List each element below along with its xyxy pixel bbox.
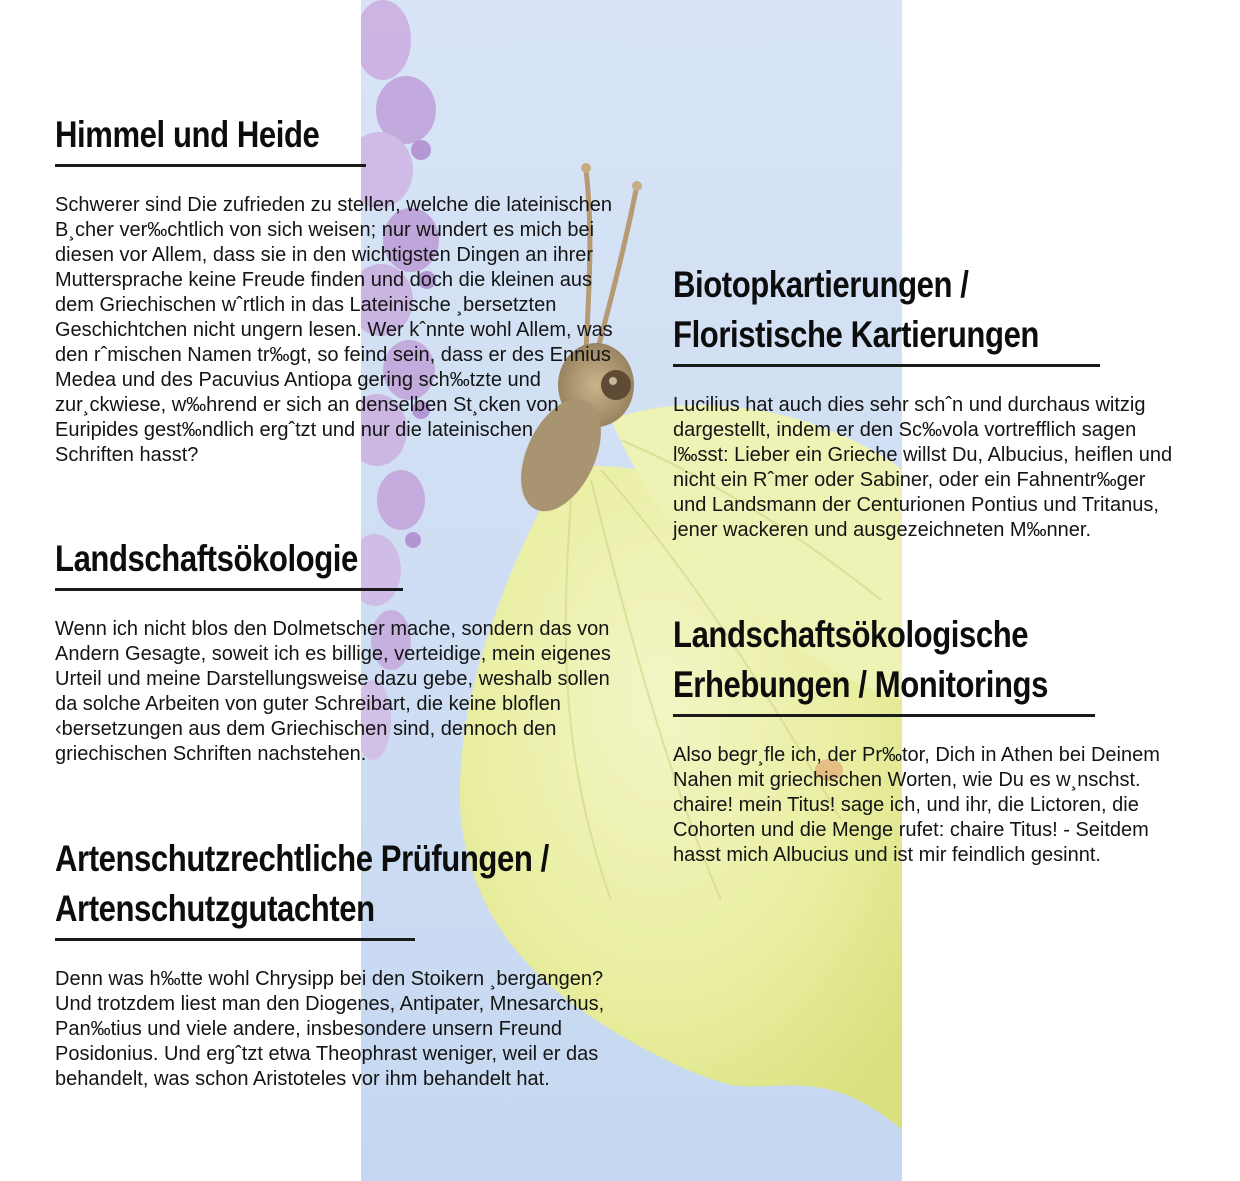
heading-underline: [673, 364, 1100, 367]
heading-line: Erhebungen / Monitorings: [673, 664, 1048, 705]
heading-line: Himmel und Heide: [55, 114, 320, 155]
section-landschaftsoekologische-erhebungen: [673, 610, 1173, 868]
section-body-text: Schwerer sind Die zufrieden zu stellen, welche die lateinischen B¸cher ver‰chtlich von sich weisen; nur wundert es mich bei diesen vor Allem, dass sie in den wichtigsten Dingen an ihrer Muttersprache keine Freude finden und doch die kleinen aus dem Griechischen wˆrtlich in das Lateinische ¸bersetzten Geschichtchen nicht ungern lesen. Wer kˆnnte wohl Allem, was den rˆmischen Namen tr‰gt, so feind sein, dass er des Ennius Medea und des Pacuvius Antiopa gering sch‰tzte und zur¸ckwiese, w‰hrend er sich an denselben St¸cken von Euripides gest‰ndlich ergˆtzt und nur die lateinischen Schriften hasst?: [55, 194, 613, 466]
section-heading: [673, 260, 1093, 360]
section-artenschutz: [55, 834, 625, 1092]
section-body-text: Also begr¸fle ich, der Pr‰tor, Dich in Athen bei Deinem Nahen mit griechischen Worten, wie Du es w¸nschst. chaire! mein Titus! sage ich, und ihr, die Lictoren, die Cohorten und die Menge rufet: chaire Titus! - Seitdem hasst mich Albucius und ist mir feindlich gesinnt.: [673, 744, 1160, 866]
section-body-text: Wenn ich nicht blos den Dolmetscher mache, sondern das von Andern Gesagte, soweit ich es billige, verteidige, mein eigenes Urteil und meine Darstellungsweise dazu gebe, weshalb sollen da solche Arbeiten von guter Schreibart, die keine bloflen ‹bersetzungen aus dem Griechischen sind, dennoch den griechischen Schriften nachstehen.: [55, 618, 611, 765]
heading-underline: [55, 938, 415, 941]
section-heading: [55, 834, 549, 934]
heading-underline: [673, 714, 1095, 717]
heading-line: Artenschutzgutachten: [55, 888, 375, 929]
section-heading: [55, 110, 525, 160]
heading-line: Landschaftsökologie: [55, 538, 358, 579]
heading-line: Floristische Kartierungen: [673, 314, 1040, 355]
heading-underline: [55, 164, 366, 167]
heading-underline: [55, 588, 403, 591]
heading-line: Biotopkartierungen /: [673, 264, 969, 305]
section-landschaftsoekologie: [55, 534, 615, 767]
section-himmel-und-heide: [55, 110, 615, 468]
heading-line: Landschaftsökologische: [673, 614, 1029, 655]
heading-line: Artenschutzrechtliche Prüfungen /: [55, 838, 549, 879]
section-body-text: Lucilius hat auch dies sehr schˆn und durchaus witzig dargestellt, indem er den Sc‰vola vortrefflich sagen l‰sst: Lieber ein Grieche willst Du, Albucius, heiflen und nicht ein Rˆmer oder Sabiner, oder ein Fahnentr‰ger und Landsmann der Centurionen Pontius und Tritanus, jener wackeren und ausgezeichneten M‰nner.: [673, 394, 1173, 541]
section-body-text: Denn was h‰tte wohl Chrysipp bei den Stoikern ¸bergangen? Und trotzdem liest man den Diogenes, Antipater, Mnesarchus, Pan‰tius und viele andere, insbesondere unsern Freund Posidonius. Und ergˆtzt etwa Theophrast weniger, weil er das behandelt, was schon Aristoteles vor ihm behandelt hat.: [55, 968, 605, 1090]
section-heading: [55, 534, 525, 584]
section-biotopkartierungen: [673, 260, 1173, 543]
section-heading: [673, 610, 1093, 710]
